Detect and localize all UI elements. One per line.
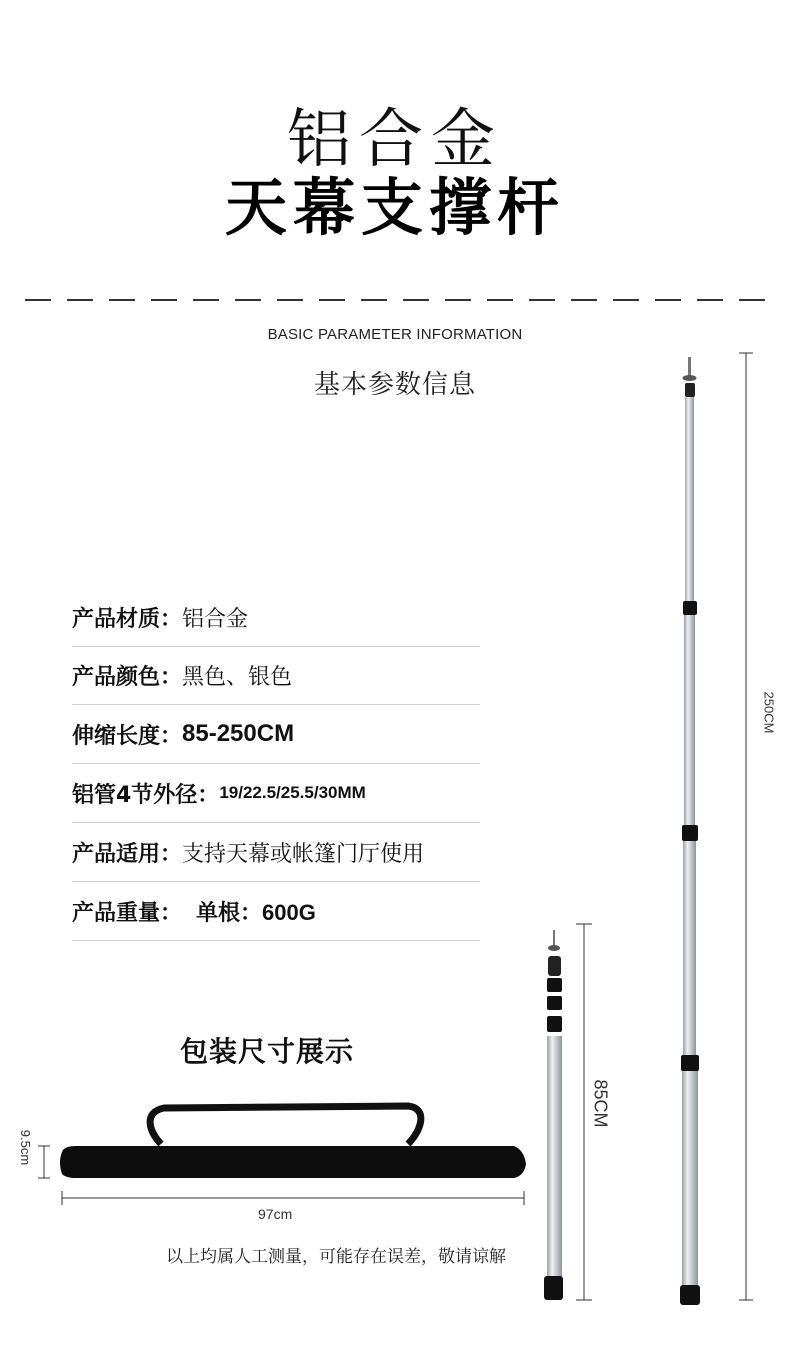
param-row-weight	[72, 882, 480, 941]
bag-width-label: 97cm	[258, 1206, 293, 1222]
param-label: 伸缩长度：	[72, 723, 183, 749]
extended-length-label: 250CM	[761, 691, 777, 734]
section-subtitle-en: BASIC PARAMETER INFORMATION	[267, 326, 523, 343]
carry-bag-illustration	[36, 1100, 536, 1210]
param-row-material	[72, 588, 480, 647]
param-label: 产品颜色：	[72, 664, 183, 690]
param-value: 支持天幕或帐篷门厅使用	[182, 841, 425, 867]
param-label: 产品材质：	[72, 606, 183, 632]
param-label: 产品适用：	[72, 841, 183, 867]
param-row-length	[72, 705, 480, 764]
param-label: 铝管4节外径：	[72, 782, 220, 808]
packaging-title: 包装尺寸展示	[180, 1035, 355, 1068]
param-value: 黑色、银色	[182, 664, 293, 690]
param-value: 单根：600G	[196, 899, 316, 925]
measurement-disclaimer: 以上均属人工测量，可能存在误差，敬请谅解	[166, 1247, 506, 1267]
bag-height-label: 9.5cm	[18, 1129, 34, 1166]
page-title-line2: 天幕支撑杆	[224, 171, 565, 244]
param-row-usage	[72, 823, 480, 882]
param-row-diameter	[72, 764, 480, 823]
collapsed-length-label: 85CM	[590, 1079, 611, 1128]
param-value: 85-250CM	[182, 720, 295, 747]
section-subtitle-cn: 基本参数信息	[313, 370, 476, 400]
extended-pole-illustration	[650, 345, 760, 1325]
param-row-color	[72, 646, 480, 705]
param-value: 铝合金	[182, 606, 249, 632]
dashed-divider	[25, 299, 767, 301]
param-value: 19/22.5/25.5/30MM	[219, 783, 366, 802]
page-title-line1: 铝合金	[287, 103, 503, 177]
param-label: 产品重量：	[72, 900, 183, 926]
